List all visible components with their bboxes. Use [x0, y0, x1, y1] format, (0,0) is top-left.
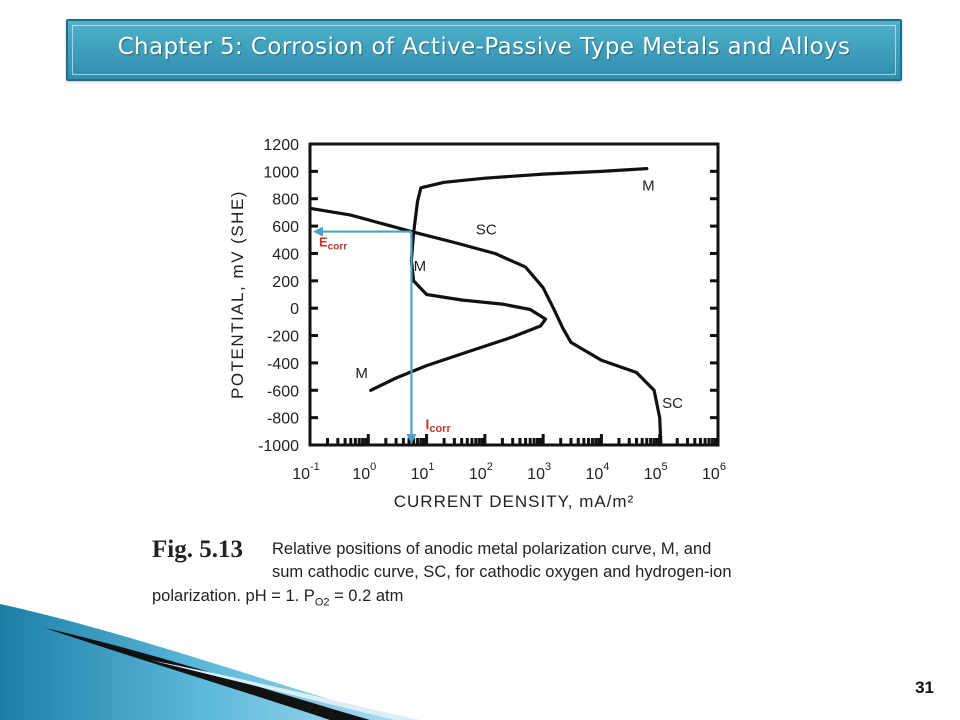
caption-line-2: sum cathodic curve, SC, for cathodic oxygen and hydrogen-ion: [272, 563, 732, 581]
curve-label-m: M: [642, 177, 655, 195]
x-tick-label: [352, 461, 376, 483]
x-tick-base: 10: [585, 466, 604, 483]
ecorr-label-subscript: corr: [327, 241, 348, 253]
x-tick-label: [469, 461, 493, 483]
x-tick-base: 10: [527, 466, 545, 483]
ecorr-label-base: E: [319, 234, 328, 250]
x-tick-exponent: 6: [719, 461, 726, 473]
x-tick-exponent: 1: [428, 461, 435, 473]
x-tick-base: 10: [468, 466, 487, 483]
caption-line-1: Relative positions of anodic metal polarization curve, M, and: [272, 540, 712, 558]
x-tick-label: [411, 461, 435, 483]
ecorr-label: [319, 235, 347, 253]
icorr-label-base: I: [425, 416, 430, 432]
x-tick-base: 10: [702, 466, 720, 483]
curve-label-sc: SC: [475, 221, 497, 239]
curve-label-m: M: [413, 258, 427, 276]
curve-label-sc: SC: [662, 395, 683, 413]
decorative-swoosh: [0, 590, 420, 720]
x-tick-exponent: 4: [603, 461, 610, 473]
y-tick-label: 600: [272, 219, 299, 237]
y-tick-label: -400: [266, 355, 299, 373]
y-axis-label: POTENTIAL, mV (SHE): [228, 190, 247, 399]
x-tick-base: 10: [352, 466, 371, 483]
x-axis-label: CURRENT DENSITY, mA/m²: [393, 492, 635, 511]
y-tick-label: 0: [290, 301, 299, 319]
y-tick-label: -200: [266, 328, 299, 346]
icorr-label: [425, 416, 451, 435]
x-tick-exponent: 5: [661, 461, 668, 473]
x-tick-exponent: 3: [544, 461, 552, 473]
curve-label-m: M: [355, 364, 368, 382]
polarization-chart: [225, 128, 745, 518]
caption-line-3-suffix: = 0.2 atm: [329, 587, 404, 605]
x-tick-exponent: 0: [370, 461, 377, 473]
y-tick-label: 1000: [263, 164, 299, 182]
y-tick-label: -800: [266, 410, 299, 428]
x-tick-base: 10: [292, 466, 311, 483]
y-tick-label: 200: [272, 273, 299, 291]
x-tick-label: [644, 461, 668, 483]
x-tick-base: 10: [643, 466, 662, 483]
figure-label: Fig. 5.13: [152, 536, 243, 563]
x-tick-label: [585, 461, 609, 483]
icorr-label-subscript: corr: [429, 423, 451, 435]
x-tick-label: [527, 461, 551, 483]
title-bar: [66, 19, 902, 81]
x-tick-exponent: -1: [310, 461, 320, 473]
y-tick-label: 800: [272, 191, 299, 209]
caption-line-3-prefix: polarization. pH = 1. P: [152, 587, 315, 605]
slide-title: Chapter 5: Corrosion of Active-Passive Type Metals and Alloys: [117, 34, 851, 60]
caption-line-3-subscript: O2: [314, 596, 330, 609]
y-tick-label: 400: [272, 246, 299, 264]
x-tick-base: 10: [410, 466, 429, 483]
curve-sc: [310, 208, 661, 445]
x-tick-label: [702, 461, 726, 483]
x-tick-exponent: 2: [486, 461, 493, 473]
x-tick-label: [292, 461, 320, 483]
y-tick-label: -600: [266, 383, 299, 401]
y-tick-label: -1000: [258, 438, 299, 455]
y-tick-label: 1200: [263, 137, 299, 154]
page-number: 31: [915, 678, 934, 697]
